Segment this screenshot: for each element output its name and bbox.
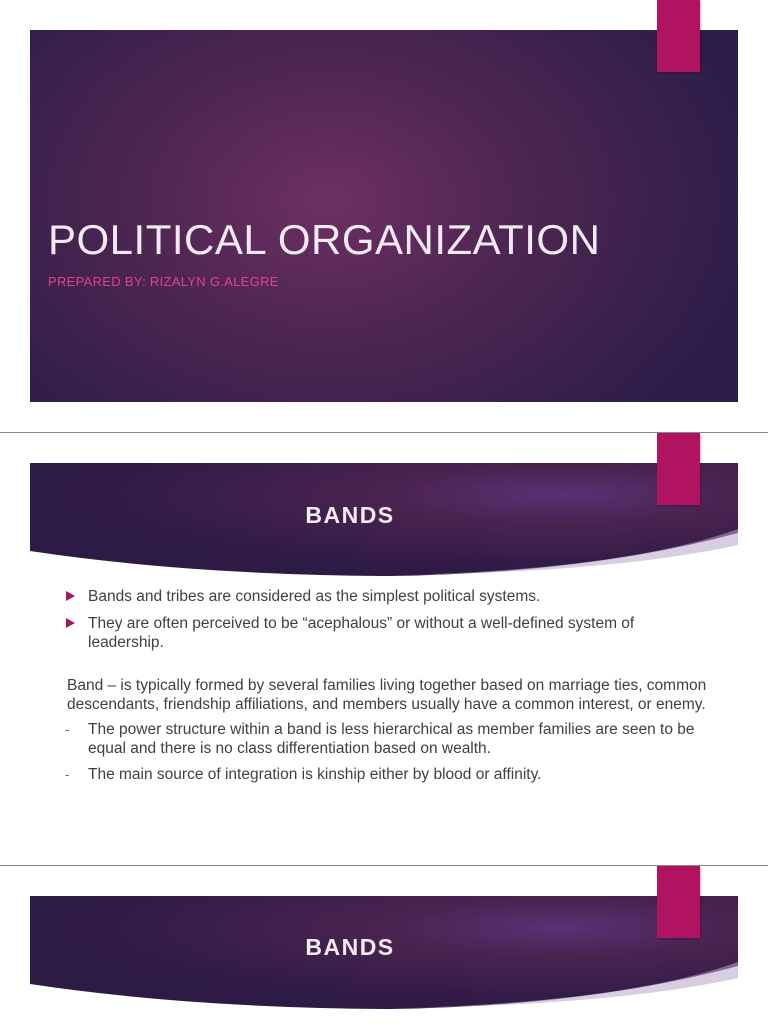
sub-point <box>0 765 768 784</box>
triangle-right-icon <box>66 618 75 628</box>
sub-point <box>0 720 768 758</box>
slide-header-band <box>30 896 738 1016</box>
slide-heading: BANDS <box>305 502 395 528</box>
dash-icon: - <box>65 767 70 782</box>
bands-slide-continued <box>0 866 768 1024</box>
bullet-text: Bands and tribes are considered as the simplest political systems. <box>88 588 541 605</box>
dash-icon: - <box>65 722 70 737</box>
accent-tab <box>657 433 700 505</box>
presentation-subtitle: PREPARED BY: RIZALYN G.ALEGRE <box>48 274 279 289</box>
bullet-item <box>0 614 768 652</box>
triangle-right-icon <box>66 591 75 601</box>
slide-header-band <box>30 463 738 583</box>
bullet-item <box>0 587 768 606</box>
sub-point-text: The power structure within a band is less hierarchical as member families are seen to be equal and there is no class differentiation based on wealth. <box>88 721 695 757</box>
title-slide <box>0 0 768 432</box>
bullet-text: They are often perceived to be “acephalous” or without a well-defined system of leadership. <box>88 615 635 651</box>
accent-tab <box>657 0 700 72</box>
slide-heading: BANDS <box>305 934 395 960</box>
bands-slide <box>0 433 768 865</box>
presentation-title: POLITICAL ORGANIZATION <box>48 216 601 263</box>
band-definition: Band – is typically formed by several families living together based on marriage ties, common descendants, friendship affiliations, and members usually have a common interest, or enemy. <box>67 677 707 713</box>
sub-point-text: The main source of integration is kinship either by blood or affinity. <box>88 766 542 783</box>
accent-tab <box>657 866 700 938</box>
slide-body <box>0 587 768 791</box>
